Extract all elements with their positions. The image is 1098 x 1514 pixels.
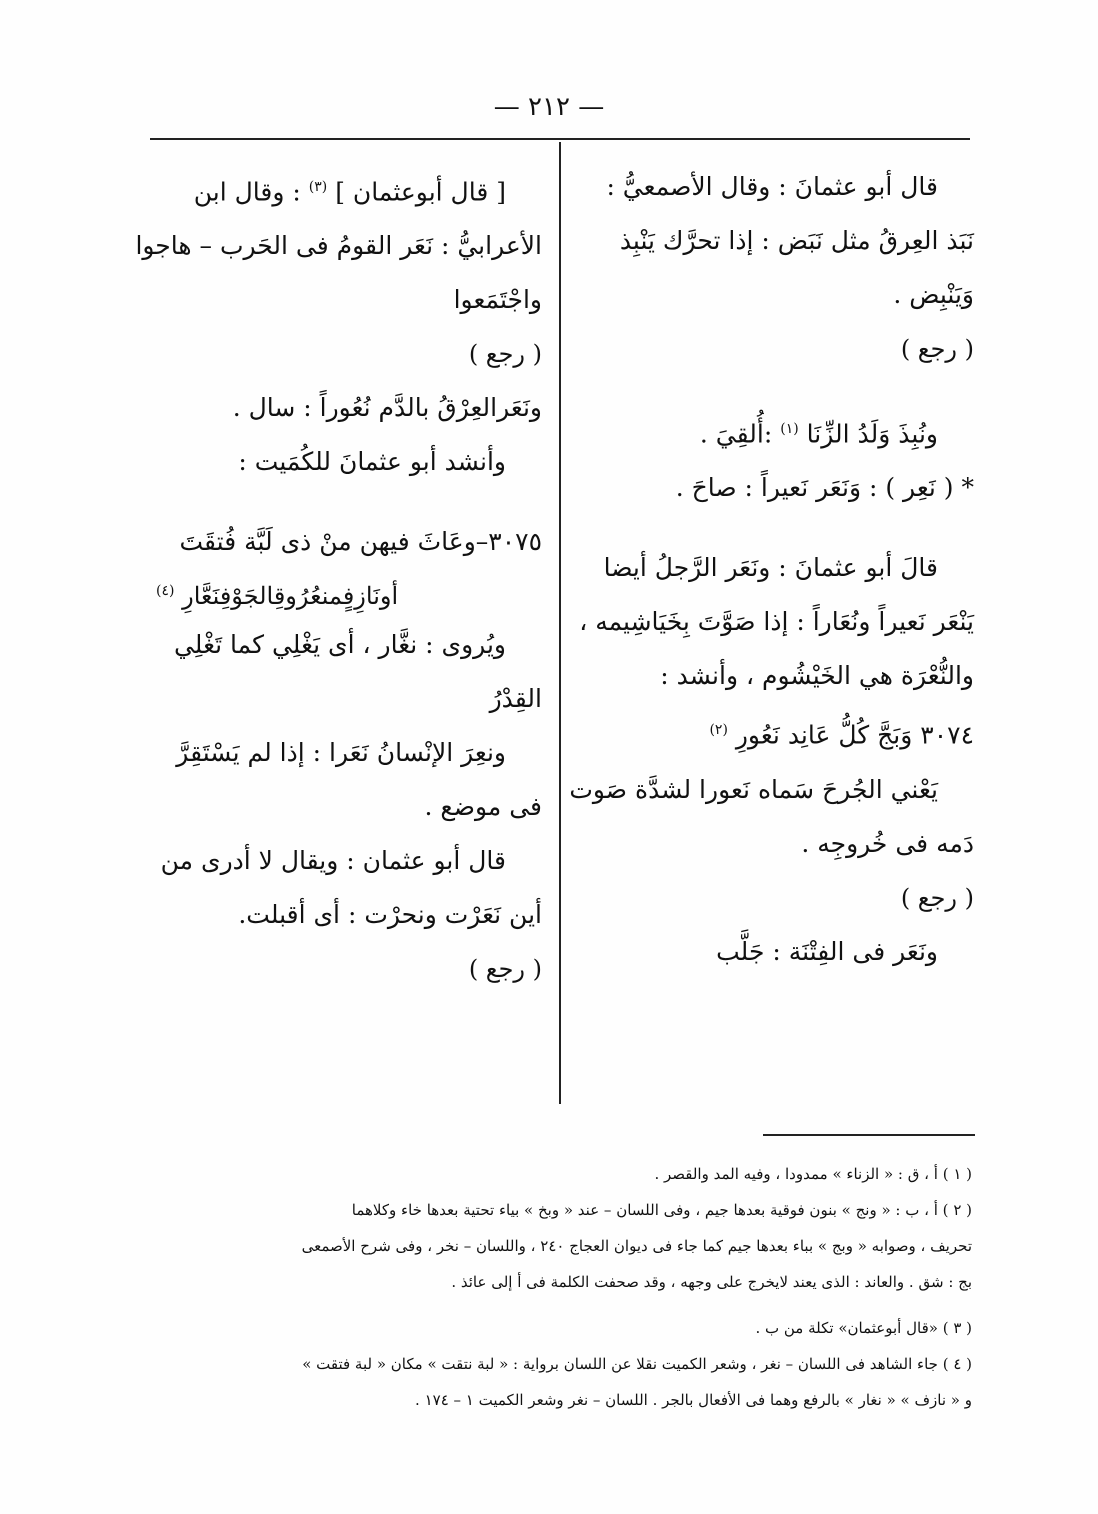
text-line: ونَعَرالعِرْقُ بالدَّم نُعُوراً : سال . bbox=[232, 393, 542, 423]
text-line: وأنشد أبو عثمانَ للكُمَيت : bbox=[238, 447, 506, 477]
text-line: ونعِرَ الإنْسانُ نَعَرا : إذا لم يَسْتَقِرَّ bbox=[176, 738, 506, 768]
rajaa-marker: ( رجع ) bbox=[900, 883, 974, 912]
text-line: يَنْعَر نَعيراً ونُعَاراً : إذا صَوَّتَ بِخَيَاشِيمه ، bbox=[579, 607, 974, 637]
text-segment: ونُبِذَ وَلَدُ الزِّنَا bbox=[806, 419, 938, 449]
text-line: الأعرابيُّ : نَعَر القومُ فى الحَرب – هاجوا bbox=[135, 231, 542, 261]
text-line bbox=[588, 402, 974, 461]
footnote-2-line: ( ٢ ) أ ، ب : « ونج » بنون فوقية بعدها جيم ، وفى اللسان – عند « وبخ » بياء تحتية بعدها خاء وكلاهما bbox=[351, 1201, 972, 1219]
text-line: قالَ أبو عثمانَ : ونَعَر الرَّجلُ أيضا bbox=[603, 553, 938, 583]
text-line: قال أبو عثمانَ : وقال الأصمعيُّ : bbox=[606, 172, 938, 201]
verse-line bbox=[588, 703, 974, 762]
text-line: أين نَعَرْت ونحرْت : أى أقبلت. bbox=[238, 900, 542, 930]
text-line: واجْتَمَعوا bbox=[453, 285, 542, 315]
top-rule bbox=[150, 138, 970, 140]
text-segment: :أُلقِيَ . bbox=[699, 419, 773, 449]
text-line: القِدْرُ bbox=[489, 684, 542, 714]
footnote-1: ( ١ ) أ ، ق : « الزناء » ممدودا ، وفيه المد والقصر . bbox=[654, 1165, 972, 1183]
text-line: قال أبو عثمان : ويقال لا أدرى من bbox=[160, 846, 506, 876]
text-line bbox=[156, 160, 542, 219]
left-column bbox=[135, 160, 542, 996]
text-line: وَيَنْبِض . bbox=[893, 280, 974, 309]
text-segment: [ قال أبوعثمان ] bbox=[335, 177, 506, 207]
right-column bbox=[569, 160, 974, 979]
rajaa-marker: ( رجع ) bbox=[900, 335, 974, 363]
footnote-4-line: ( ٤ ) جاء الشاهد فى اللسان – نغر ، وشعر الكميت نقلا عن اللسان برواية : « لبة نتقت » مكان « لبة فتقت » bbox=[302, 1355, 972, 1373]
text-line: يَعْني الجُرحَ سَماه نَعورا لشدَّة صَوت bbox=[569, 774, 938, 804]
footnote-ref: (٢) bbox=[709, 722, 728, 739]
footnote-ref: (٤) bbox=[156, 583, 175, 600]
footnote-rule bbox=[763, 1134, 975, 1136]
text-segment: : وقال ابن bbox=[193, 177, 301, 207]
page-number: — ٢١٢ — bbox=[493, 92, 605, 122]
footnote-2-line: بج : شق . والعاند : الذى يعند لايخرج على وجهه ، وقد صحفت الكلمة فى أ إلى عائذ . bbox=[451, 1273, 972, 1291]
verse-text: أونَازِفٍمنعُرُوقِالجَوْفِنَعَّارِ bbox=[182, 582, 399, 611]
verse-line: ٣٠٧٥–وعَاثَ فيهن منْ ذى لَبَّة فُتقَتَ bbox=[179, 527, 542, 557]
footnote-ref: (٣) bbox=[308, 179, 328, 195]
rajaa-marker: ( رجع ) bbox=[468, 340, 542, 369]
column-divider bbox=[559, 142, 561, 1104]
text-line: والنُّعْرَة هي الخَيْشُوم ، وأنشد : bbox=[660, 661, 974, 691]
footnote-ref: (١) bbox=[780, 421, 799, 437]
footnote-3: ( ٣ ) «قال أبوعثمان» تكلة من ب . bbox=[755, 1319, 972, 1337]
rajaa-marker: ( رجع ) bbox=[468, 955, 542, 984]
verse-line bbox=[156, 569, 542, 618]
text-line: دَمه فى خُروجِه . bbox=[801, 828, 974, 858]
footnotes bbox=[150, 1156, 972, 1418]
entry-heading: * ( نَعِر ) : وَنَعَر نَعيراً : صاحَ . bbox=[675, 473, 974, 503]
text-line: فى موضع . bbox=[424, 792, 542, 822]
text-line: نَبَذ العِرقُ مثل نَبَض : إذا تحرَّك يَنْبِذ bbox=[619, 226, 974, 255]
text-line: ويُروى : نغَّار ، أى يَغْلِي كما تَغْلِي bbox=[173, 630, 506, 660]
text-line: ونَعَر فى الفِتْنَة : جَلَّب bbox=[716, 936, 938, 966]
verse-text: ٣٠٧٤ وَبَجَّ كُلُّ عَانِد نَعُورِ bbox=[735, 720, 974, 750]
footnote-2-line: تحريف ، وصوابه « وبج » بباء بعدها جيم كما جاء فى ديوان العجاج ٢٤٠ ، واللسان – نخر ، وفى شرح الأصمعى bbox=[301, 1237, 972, 1255]
footnote-4-line: و « نازف » « نغار » بالرفع وهما فى الأفعال بالجر . اللسان – نغر وشعر الكميت ١ – ١٧٤ . bbox=[415, 1391, 972, 1409]
